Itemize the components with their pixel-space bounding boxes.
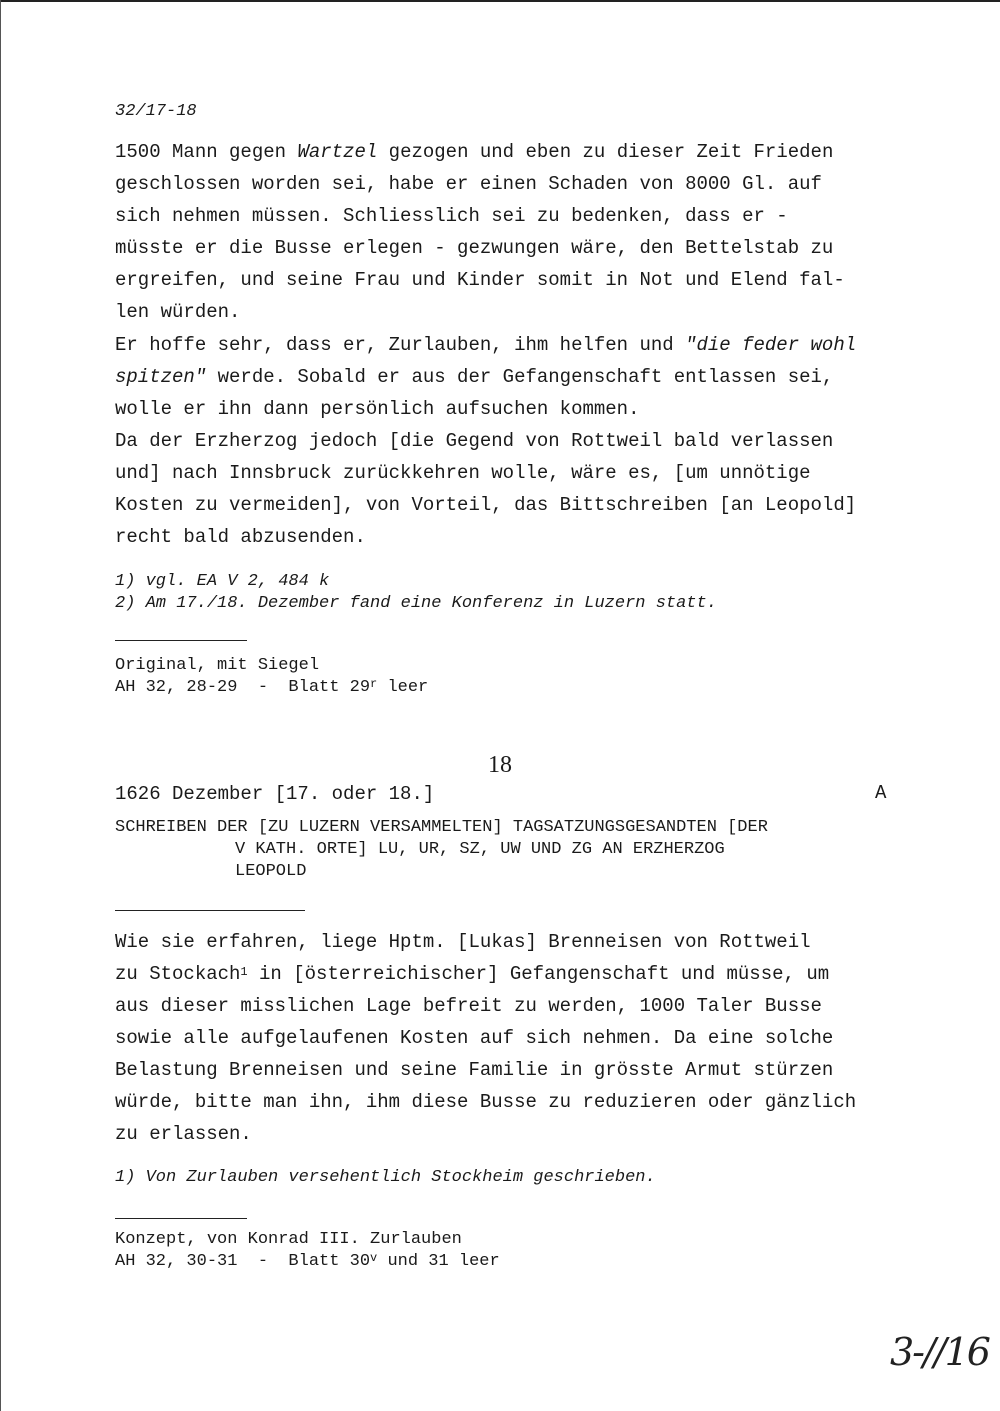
prev-body-line-7: Er hoffe sehr, dass er, Zurlauben, ihm helfen und "die feder wohl <box>115 334 857 356</box>
prev-source-line-2: AH 32, 28-29 - Blatt 29$^r$ leer <box>115 677 429 697</box>
prev-source-line-1: Original, mit Siegel <box>115 656 320 675</box>
prev-body-line-3: sich nehmen müssen. Schliesslich sei zu bedenken, dass er - <box>115 205 788 227</box>
prev-source-divider <box>115 640 247 641</box>
document-title-line-1: SCHREIBEN DER [ZU LUZERN VERSAMMELTEN] TAGSATZUNGSGESANDTEN [DER <box>115 818 768 837</box>
prev-body-line-6: len würden. <box>115 301 241 323</box>
doc-source-line-1: Konzept, von Konrad III. Zurlauben <box>115 1230 462 1249</box>
document-header-divider <box>115 910 305 911</box>
prev-body-line-12: Kosten zu vermeiden], von Vorteil, das Bittschreiben [an Leopold] <box>115 494 857 516</box>
doc-body-line-5: Belastung Brenneisen und seine Familie in grösste Armut stürzen <box>115 1059 834 1081</box>
doc-body-line-6: würde, bitte man ihn, ihm diese Busse zu reduzieren oder gänzlich <box>115 1091 857 1113</box>
doc-source-line-2: AH 32, 30-31 - Blatt 30$^v$ und 31 leer <box>115 1251 500 1271</box>
prev-body-line-2: geschlossen worden sei, habe er einen Schaden von 8000 Gl. auf <box>115 173 822 195</box>
prev-footnote-2: 2) Am 17./18. Dezember fand eine Konferenz in Luzern statt. <box>115 594 717 613</box>
prev-body-line-1: 1500 Mann gegen Wartzel gezogen und eben zu dieser Zeit Frieden <box>115 141 834 163</box>
prev-body-line-11: und] nach Innsbruck zurückkehren wolle, wäre es, [um unnötige <box>115 462 811 484</box>
doc-body-line-3: aus dieser misslichen Lage befreit zu werden, 1000 Taler Busse <box>115 995 822 1017</box>
doc-body-line-7: zu erlassen. <box>115 1123 252 1145</box>
document-title-line-2: V KATH. ORTE] LU, UR, SZ, UW UND ZG AN ERZHERZOG <box>235 840 725 859</box>
prev-footnote-1: 1) vgl. EA V 2, 484 k <box>115 572 330 591</box>
prev-body-line-8: spitzen" werde. Sobald er aus der Gefangenschaft entlassen sei, <box>115 366 834 388</box>
doc-footnote-1: 1) Von Zurlauben versehentlich Stockheim geschrieben. <box>115 1168 656 1187</box>
prev-body-line-13: recht bald abzusenden. <box>115 526 366 548</box>
page-reference: 32/17-18 <box>115 102 197 121</box>
handwritten-page-number: 3-//16 <box>890 1330 989 1374</box>
document-letter: A <box>875 782 887 804</box>
prev-body-line-10: Da der Erzherzog jedoch [die Gegend von Rottweil bald verlassen <box>115 430 834 452</box>
page-left-border <box>0 0 1 1411</box>
document-number: 18 <box>488 752 512 778</box>
doc-body-line-2: zu Stockach$^1$ in [österreichischer] Gefangenschaft und müsse, um <box>115 963 830 985</box>
doc-source-divider <box>115 1218 247 1219</box>
prev-body-line-5: ergreifen, und seine Frau und Kinder somit in Not und Elend fal- <box>115 269 845 291</box>
prev-body-line-4: müsste er die Busse erlegen - gezwungen wäre, den Bettelstab zu <box>115 237 834 259</box>
doc-body-line-1: Wie sie erfahren, liege Hptm. [Lukas] Brenneisen von Rottweil <box>115 931 811 953</box>
document-date: 1626 Dezember [17. oder 18.] <box>115 783 435 805</box>
doc-body-line-4: sowie alle aufgelaufenen Kosten auf sich nehmen. Da eine solche <box>115 1027 834 1049</box>
prev-body-line-9: wolle er ihn dann persönlich aufsuchen kommen. <box>115 398 640 420</box>
document-title-line-3: LEOPOLD <box>235 862 307 881</box>
page-top-border <box>0 0 1000 2</box>
